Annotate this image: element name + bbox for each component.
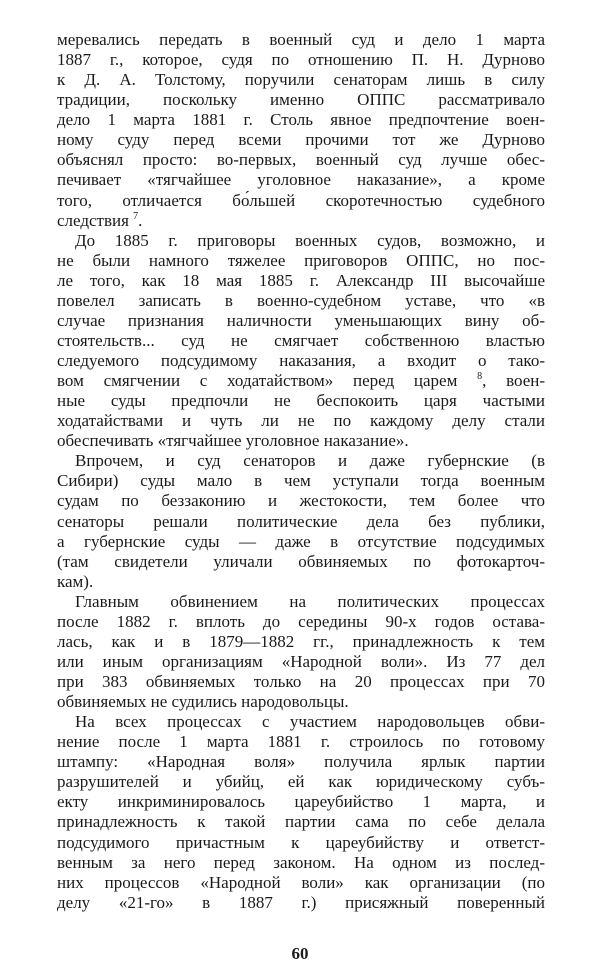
text-line: к Д. А. Толстому, поручили сенаторам лишь в силу [57,70,545,90]
text-line: (там свидетели уличали обвиняемых по фотокарточ- [57,551,545,571]
text-line: штампу: «Народная воля» получила ярлык партии [57,752,545,772]
text-line [57,371,545,391]
text-line: обвиняемых не судились народовольцы. [57,692,349,712]
text-line: или иным организациям «Народной воли». Из 77 дел [57,651,545,671]
footnote-ref[interactable]: 7 [133,210,139,222]
text-line: екту инкриминировалось цареубийство 1 марта, и [57,792,545,812]
text-line: обеспечивать «тягчайшее уголовное наказание». [57,431,409,451]
text-line: кам). [57,571,94,591]
text-line: традиции, поскольку именно ОППС рассматривало [57,90,545,110]
line-text: вом смягчении с ходатайством» перед царем [57,371,458,391]
text-line: сенаторы решали политические дела без публики, [57,511,545,531]
text-line: следуемого подсудимому наказания, а входит о тако- [57,351,545,370]
text-line: после 1882 г. вплоть до середины 90-х годов остава- [57,611,545,631]
paragraph [57,712,545,913]
text-line: ходатайствами и чуть ли не по каждому делу стали [57,411,545,431]
text-line: дело 1 марта 1881 г. Столь явное предпочтение воен- [57,110,545,130]
text-line: До 1885 г. приговоры военных судов, возможно, и [75,230,545,250]
text-line: а губернские суды — даже в отсутствие подсудимых [57,531,545,551]
text-line: подсудимого причастным к цареубийству и ответст- [57,832,545,852]
text-line: принадлежность к такой партии сама по себе делала [57,812,545,832]
page-number: 60 [291,944,309,963]
text-line: 1887 г., которое, судя по отношению П. Н. Дурново [57,50,545,70]
text-line: разрушителей и убийц, ей как юридическому субъ- [57,772,545,792]
text-line: судам по беззаконию и жестокости, тем более что [57,491,545,511]
text-line: ле того, как 18 мая 1885 г. Александр III высочайше [57,270,545,290]
line-text: следствия [57,210,129,230]
text-line: того, отличается бо́льшей скоротечностью судебного [57,190,545,210]
text-line: объяснял просто: во-первых, военный суд лучше обес- [57,150,545,170]
text-line: стоятельств... суд не смягчает собственною властью [57,330,545,350]
text-line: повелел записать в военно-судебном уставе, что «в [57,290,545,310]
text-line: На всех процессах с участием народовольцев обви- [75,712,545,732]
text-line: Главным обвинением на политических процессах [75,591,545,611]
paragraph [57,451,545,591]
footnote-ref[interactable]: 8 [477,371,483,383]
text-line: них процессов «Народной воли» как организации (по [57,872,545,892]
text-line: меревались передать в военный суд и дело 1 марта [57,30,545,49]
text-line: случае признания наличности уменьшающих вину об- [57,310,545,330]
text-line: при 383 обвиняемых только на 20 процессах при 70 [57,672,545,691]
text-line: Сибири) суды мало в чем уступали тогда военным [57,471,545,491]
text-line [57,211,545,231]
paragraph [57,231,545,452]
book-page-text [57,30,545,913]
line-text: , воен- [482,371,546,391]
text-line: Впрочем, и суд сенаторов и даже губернские (в [75,451,545,471]
text-line: лась, как и в 1879—1882 гг., принадлежность к тем [57,631,545,651]
line-text: . [138,210,143,230]
text-line: нение после 1 марта 1881 г. строилось по готовому [57,732,545,752]
paragraph [57,30,545,231]
text-line: ному суду перед всеми прочими тот же Дурново [57,130,545,150]
paragraph [57,592,545,712]
text-line: делу «21-го» в 1887 г.) присяжный поверенный [57,892,545,912]
text-line: венным за него перед законом. На одном из послед- [57,852,545,872]
text-line: ные суды предпочли не беспокоить царя частыми [57,391,545,411]
text-line: печивает «тягчайшее уголовное наказание», а кроме [57,170,545,190]
text-line: не были намного тяжелее приговоров ОППС, но пос- [57,250,545,270]
